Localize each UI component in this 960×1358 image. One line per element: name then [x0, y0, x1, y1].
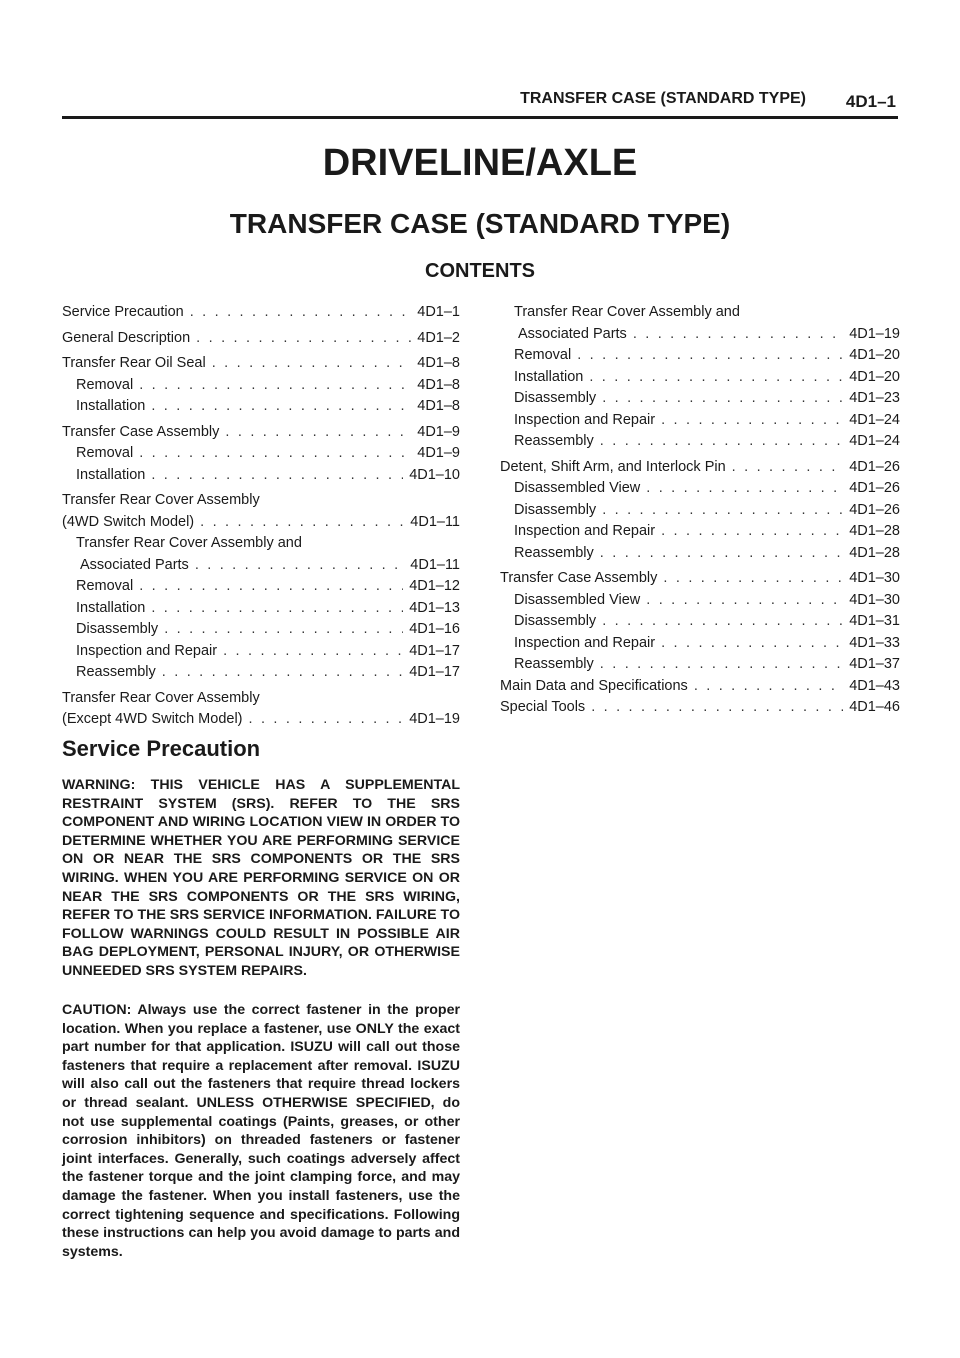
- toc-entry[interactable]: Detent, Shift Arm, and Interlock Pin . . . 4D1–26: [500, 457, 900, 479]
- toc-entry[interactable]: Main Data and Specifications . . . 4D1–43: [500, 676, 900, 698]
- toc-entry[interactable]: Installation . . . 4D1–20: [500, 367, 900, 389]
- toc-entry[interactable]: General Description . . . 4D1–2: [62, 328, 460, 350]
- toc-entry[interactable]: Removal . . . 4D1–9: [62, 443, 460, 465]
- document-title: DRIVELINE/AXLE: [322, 142, 638, 184]
- toc-entry[interactable]: Inspection and Repair . . . 4D1–33: [500, 633, 900, 655]
- toc-entry[interactable]: Special Tools . . . 4D1–46: [500, 697, 900, 719]
- toc-entry[interactable]: (Except 4WD Switch Model) . . . 4D1–19: [62, 709, 460, 731]
- page-number: 4D1–1: [845, 92, 896, 111]
- page-header: [62, 90, 898, 119]
- toc-entry[interactable]: Associated Parts . . . 4D1–11: [62, 555, 460, 577]
- toc-entry-line[interactable]: Transfer Rear Cover Assembly: [62, 492, 260, 508]
- warning-paragraph: WARNING: THIS VEHICLE HAS A SUPPLEMENTAL RESTRAINT SYSTEM (SRS). REFER TO THE SRS COMPONENT AND WIRING LOCATION VIEW IN ORDER TO DETERMINE WHETHER YOU ARE PERFORMING SERVICE ON OR NEAR THE SRS COMPONENTS OR THE SRS WIRING. WHEN YOU ARE PERFORMING SERVICE ON OR NEAR THE SRS COMPONENTS OR THE SRS WIRING, REFER TO THE SRS SERVICE INFORMATION. FAILURE TO FOLLOW WARNINGS COULD RESULT IN POSSIBLE AIR BAG DEPLOYMENT, PERSONAL INJURY, OR OTHERWISE UNNEEDED SRS SYSTEM REPAIRS.: [62, 777, 460, 979]
- toc-entry[interactable]: Disassembly . . . 4D1–31: [500, 611, 900, 633]
- toc-entry[interactable]: Reassembly . . . 4D1–28: [500, 543, 900, 565]
- caution-paragraph: CAUTION: Always use the correct fastener in the proper location. When you replace a fastener, use ONLY the exact part number for that application. ISUZU will call out those fasteners that require a replacement after removal. ISUZU will also call out the fasteners that require thread lockers or thread sealant. UNLESS OTHERWISE SPECIFIED, do not use supplemental coatings (Paints, greases, or other corrosion inhibitors) on threaded fasteners or fastener joint interfaces. Generally, such coatings adversely affect the fastener torque and the joint clamping force, and may damage the fastener. When you install fasteners, use the correct tightening sequence and specifications. Following these instructions can help you avoid damage to parts and systems.: [62, 1002, 460, 1260]
- toc-entry[interactable]: Reassembly . . . 4D1–37: [500, 654, 900, 676]
- toc-entry[interactable]: Reassembly . . . 4D1–17: [62, 662, 460, 684]
- toc-entry[interactable]: Disassembled View . . . 4D1–30: [500, 590, 900, 612]
- toc-entry[interactable]: Transfer Case Assembly . . . 4D1–9: [62, 422, 460, 444]
- toc-entry[interactable]: Service Precaution . . . 4D1–1: [62, 302, 460, 324]
- toc-entry[interactable]: Removal . . . 4D1–12: [62, 576, 460, 598]
- toc-right-column: [500, 302, 900, 719]
- toc-entry[interactable]: Disassembly . . . 4D1–23: [500, 388, 900, 410]
- toc-left-column: [62, 302, 460, 731]
- toc-entry[interactable]: (4WD Switch Model) . . . 4D1–11: [62, 512, 460, 534]
- toc-entry[interactable]: Installation . . . 4D1–13: [62, 598, 460, 620]
- section-heading: Service Precaution: [62, 736, 261, 761]
- toc-entry[interactable]: Disassembled View . . . 4D1–26: [500, 478, 900, 500]
- toc-entry[interactable]: Disassembly . . . 4D1–26: [500, 500, 900, 522]
- toc-entry[interactable]: Installation . . . 4D1–8: [62, 396, 460, 418]
- toc-entry[interactable]: Transfer Case Assembly . . . 4D1–30: [500, 568, 900, 590]
- toc-entry[interactable]: Installation . . . 4D1–10: [62, 465, 460, 487]
- header-title: TRANSFER CASE (STANDARD TYPE): [520, 90, 806, 107]
- toc-entry[interactable]: Removal . . . 4D1–20: [500, 345, 900, 367]
- toc-entry-line[interactable]: Transfer Rear Cover Assembly and: [76, 535, 302, 551]
- contents-heading: CONTENTS: [425, 260, 535, 282]
- toc-entry[interactable]: Associated Parts . . . 4D1–19: [500, 324, 900, 346]
- toc-entry[interactable]: Removal . . . 4D1–8: [62, 375, 460, 397]
- toc-entry[interactable]: Inspection and Repair . . . 4D1–17: [62, 641, 460, 663]
- toc-entry[interactable]: Disassembly . . . 4D1–16: [62, 619, 460, 641]
- toc-entry[interactable]: Transfer Rear Oil Seal . . . 4D1–8: [62, 353, 460, 375]
- toc-entry[interactable]: Inspection and Repair . . . 4D1–28: [500, 521, 900, 543]
- toc-entry-line[interactable]: Transfer Rear Cover Assembly and: [514, 304, 740, 320]
- toc-entry[interactable]: Inspection and Repair . . . 4D1–24: [500, 410, 900, 432]
- toc-entry[interactable]: Reassembly . . . 4D1–24: [500, 431, 900, 453]
- section-title: TRANSFER CASE (STANDARD TYPE): [229, 208, 731, 239]
- toc-entry-line[interactable]: Transfer Rear Cover Assembly: [62, 689, 260, 706]
